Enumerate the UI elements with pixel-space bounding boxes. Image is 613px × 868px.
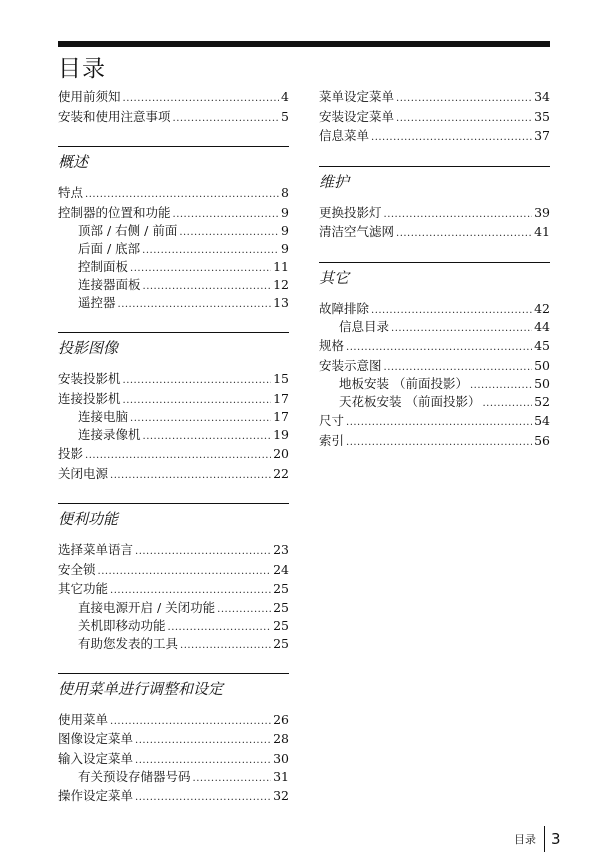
toc-subentry[interactable] — [58, 276, 289, 294]
section-title: 维护 — [319, 172, 350, 191]
toc-subentry[interactable] — [58, 617, 289, 635]
toc-entry-page: 32 — [273, 788, 289, 803]
toc-intro-right — [319, 87, 550, 146]
toc-entry-title: 连接器面板 — [78, 277, 141, 292]
toc-entry[interactable] — [319, 299, 550, 319]
toc-entry[interactable] — [58, 560, 289, 580]
toc-entry-page: 12 — [273, 277, 289, 292]
header-rule — [58, 41, 550, 47]
toc-entry[interactable] — [58, 444, 289, 464]
dot-leader — [168, 619, 272, 637]
dot-leader — [346, 433, 532, 453]
toc-section — [319, 166, 550, 242]
page-footer — [514, 826, 561, 852]
toc-entry[interactable] — [58, 729, 289, 749]
toc-entry-title: 控制面板 — [78, 259, 129, 274]
toc-entry-page: 9 — [281, 223, 289, 238]
toc-entry-page: 9 — [281, 204, 289, 220]
toc-subentry[interactable] — [58, 222, 289, 240]
section-title: 使用菜单进行调整和设定 — [58, 679, 224, 698]
toc-entry[interactable] — [58, 107, 289, 127]
toc-entry-page: 22 — [273, 465, 289, 481]
toc-entry-title: 信息目录 — [339, 319, 390, 334]
toc-section — [58, 146, 289, 312]
toc-entry[interactable] — [319, 222, 550, 242]
toc-entry-page: 13 — [273, 295, 289, 310]
dot-leader — [180, 637, 271, 655]
toc-entry-title: 清洁空气滤网 — [319, 224, 395, 239]
toc-entry-page: 50 — [534, 376, 550, 391]
section-title: 便利功能 — [58, 510, 119, 528]
dot-leader — [143, 428, 272, 446]
toc-column-right — [319, 87, 550, 450]
dot-leader — [123, 391, 272, 411]
toc-entry-page: 9 — [281, 241, 289, 256]
page-title: 目录 — [58, 56, 106, 82]
footer-label: 目录 — [514, 833, 536, 846]
toc-entry[interactable] — [58, 710, 289, 730]
toc-entry-title: 安装示意图 — [319, 357, 382, 373]
toc-entry[interactable] — [58, 389, 289, 409]
toc-entry-title: 控制器的位置和功能 — [58, 204, 171, 220]
toc-entry[interactable] — [319, 203, 550, 223]
toc-entry-page: 25 — [273, 599, 289, 615]
toc-entry[interactable] — [58, 369, 289, 389]
toc-entry-title: 其它功能 — [58, 581, 109, 596]
toc-subentry[interactable] — [58, 240, 289, 258]
toc-entry-title: 规格 — [319, 338, 345, 353]
toc-entry-title: 安装设定菜单 — [319, 108, 395, 124]
footer-divider — [544, 826, 545, 852]
toc-entry-page: 37 — [534, 128, 550, 143]
toc-entry-title: 使用菜单 — [58, 711, 109, 727]
section-title: 投影图像 — [58, 339, 119, 357]
toc-entry-page: 44 — [534, 319, 550, 334]
toc-entry[interactable] — [58, 749, 289, 769]
toc-section — [319, 262, 550, 451]
dot-leader — [217, 601, 271, 619]
dot-leader — [193, 770, 272, 788]
dot-leader — [173, 109, 280, 129]
toc-entry-title: 特点 — [58, 185, 84, 200]
toc-entry-title: 操作设定菜单 — [58, 788, 134, 803]
toc-subentry[interactable] — [58, 635, 289, 653]
toc-entry-title: 选择菜单语言 — [58, 542, 134, 557]
toc-entry[interactable] — [58, 786, 289, 806]
toc-entry-title: 尺寸 — [319, 413, 345, 428]
toc-entry-page: 8 — [281, 185, 289, 200]
toc-entry-page: 35 — [534, 108, 550, 124]
toc-entry-page: 23 — [273, 542, 289, 557]
toc-entry-page: 17 — [273, 390, 289, 406]
toc-entry-page: 4 — [281, 89, 289, 104]
dot-leader — [142, 242, 279, 260]
toc-entry-title: 输入设定菜单 — [58, 750, 134, 766]
toc-entry-page: 15 — [273, 371, 289, 386]
dot-leader — [130, 260, 271, 278]
dot-leader — [135, 731, 271, 751]
toc-entry[interactable] — [58, 540, 289, 560]
dot-leader — [396, 109, 532, 129]
toc-entry-page: 45 — [534, 338, 550, 353]
toc-entry-page: 54 — [534, 413, 550, 428]
toc-entry-title: 遥控器 — [78, 295, 116, 310]
toc-entry-title: 顶部 / 右侧 / 前面 — [78, 223, 178, 238]
toc-entry-page: 25 — [273, 617, 289, 633]
toc-entry-page: 30 — [273, 750, 289, 766]
page-number: 3 — [551, 830, 561, 848]
toc-entry-title: 有助您发表的工具 — [78, 635, 179, 651]
toc-entry[interactable] — [319, 336, 550, 356]
toc-subentry[interactable] — [58, 768, 289, 786]
dot-leader — [396, 224, 532, 244]
dot-leader — [384, 205, 533, 225]
toc-entry-title: 故障排除 — [319, 300, 370, 316]
toc-entry-title: 连接录像机 — [78, 427, 141, 442]
toc-entry[interactable] — [319, 411, 550, 431]
toc-entry-title: 有关预设存储器号码 — [78, 769, 191, 784]
toc-entry[interactable] — [58, 579, 289, 599]
dot-leader — [118, 296, 272, 314]
toc-entry[interactable] — [319, 87, 550, 107]
toc-subentry[interactable] — [319, 318, 550, 336]
toc-sections-right — [319, 166, 550, 451]
toc-entry-title: 安装投影机 — [58, 371, 121, 386]
dot-leader — [391, 320, 532, 338]
toc-entry[interactable] — [58, 87, 289, 107]
toc-section — [58, 332, 289, 483]
toc-entry-title: 天花板安装 （前面投影） — [339, 394, 481, 409]
dot-leader — [135, 542, 271, 562]
dot-leader — [110, 712, 271, 732]
toc-entry-title: 关机即移动功能 — [78, 617, 166, 633]
toc-entry-page: 52 — [534, 394, 550, 409]
toc-entry-title: 关闭电源 — [58, 465, 109, 481]
toc-subentry[interactable] — [58, 599, 289, 617]
toc-subentry[interactable] — [58, 258, 289, 276]
dot-leader — [482, 395, 532, 413]
toc-entry-page: 39 — [534, 204, 550, 220]
toc-entry-title: 连接投影机 — [58, 390, 121, 406]
toc-entry[interactable] — [319, 126, 550, 146]
toc-entry[interactable] — [319, 356, 550, 376]
dot-leader — [179, 224, 279, 242]
dot-leader — [371, 301, 532, 321]
toc-entry-title: 后面 / 底部 — [78, 241, 141, 256]
toc-entry-page: 25 — [273, 635, 289, 651]
toc-entry-title: 信息菜单 — [319, 128, 370, 143]
toc-entry-page: 56 — [534, 432, 550, 448]
toc-subentry[interactable] — [319, 393, 550, 411]
toc-subentry[interactable] — [58, 408, 289, 426]
toc-entry-page: 28 — [273, 731, 289, 746]
toc-column-left — [58, 87, 289, 806]
toc-entry-page: 24 — [273, 561, 289, 577]
dot-leader — [135, 788, 271, 808]
toc-entry-page: 17 — [273, 409, 289, 424]
toc-section — [58, 673, 289, 806]
section-title: 概述 — [58, 153, 89, 171]
toc-entry-page: 20 — [273, 446, 289, 461]
dot-leader — [123, 371, 272, 391]
dot-leader — [143, 278, 272, 296]
toc-entry-page: 11 — [273, 259, 289, 274]
toc-entry-page: 26 — [273, 711, 289, 727]
toc-entry-title: 图像设定菜单 — [58, 731, 134, 746]
dot-leader — [110, 466, 271, 486]
toc-entry[interactable] — [58, 464, 289, 484]
dot-leader — [396, 89, 532, 109]
toc-entry-page: 42 — [534, 300, 550, 316]
toc-subentry[interactable] — [319, 375, 550, 393]
toc-entry-page: 25 — [273, 581, 289, 596]
dot-leader — [98, 562, 272, 582]
toc-entry-title: 直接电源开启 / 关闭功能 — [78, 599, 216, 615]
dot-leader — [173, 205, 280, 225]
toc-intro-left — [58, 87, 289, 126]
dot-leader — [130, 410, 271, 428]
toc-entry-page: 31 — [273, 769, 289, 784]
toc-entry-page: 34 — [534, 89, 550, 104]
dot-leader — [371, 128, 532, 148]
toc-entry-page: 41 — [534, 224, 550, 239]
toc-entry-title: 投影 — [58, 446, 84, 461]
toc-entry[interactable] — [319, 107, 550, 127]
toc-entry[interactable] — [319, 431, 550, 451]
toc-sections-left — [58, 146, 289, 806]
toc-entry-page: 50 — [534, 357, 550, 373]
toc-entry-title: 安装和使用注意事项 — [58, 108, 171, 124]
toc-section — [58, 503, 289, 653]
toc-subentry[interactable] — [58, 426, 289, 444]
toc-entry[interactable] — [58, 203, 289, 223]
dot-leader — [85, 446, 271, 466]
toc-entry-title: 使用前须知 — [58, 89, 121, 104]
toc-entry-title: 地板安装 （前面投影） — [339, 376, 468, 391]
toc-entry-page: 5 — [281, 108, 289, 124]
toc-entry-title: 菜单设定菜单 — [319, 89, 395, 104]
toc-entry-title: 索引 — [319, 432, 345, 448]
toc-entry-page: 19 — [273, 427, 289, 442]
toc-entry-title: 更换投影灯 — [319, 204, 382, 220]
toc-entry-title: 安全锁 — [58, 561, 96, 577]
section-title: 其它 — [319, 268, 350, 287]
dot-leader — [346, 413, 532, 433]
toc-entry-title: 连接电脑 — [78, 409, 129, 424]
toc-subentry[interactable] — [58, 294, 289, 312]
toc-entry[interactable] — [58, 183, 289, 203]
